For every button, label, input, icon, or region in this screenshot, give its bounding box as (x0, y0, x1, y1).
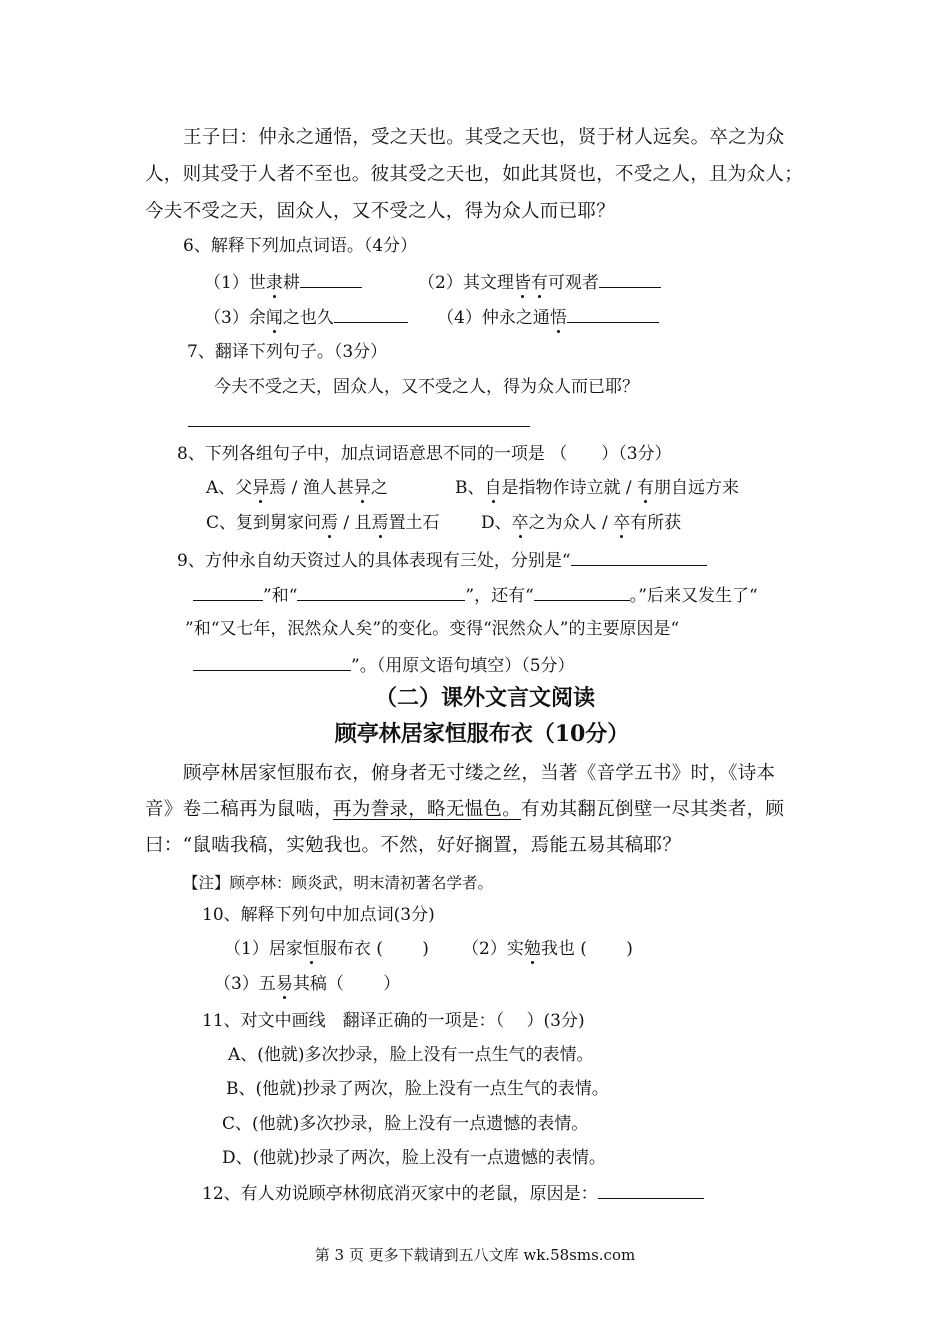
q6-item3-text-end: 之也久 (282, 308, 334, 328)
q7-answer-line[interactable] (188, 408, 530, 427)
q6-item4-text: （4）仲永之通 (437, 308, 550, 328)
q8-d-text-end: 有所获 (630, 513, 682, 533)
passage2-line2-text: 音》卷二稿再为鼠啮， (145, 799, 334, 820)
q6-item1-blank[interactable] (300, 269, 362, 288)
q10-item1 (224, 937, 429, 961)
q8-option-a (206, 476, 388, 500)
q8-b-dotted1: 自 (484, 478, 502, 498)
q8-c-text: C、复到舅家问 (206, 513, 322, 533)
q6-item2-dotted2: 有 (530, 273, 548, 293)
q10-item3-text-end: 其稿（ ） (292, 974, 401, 994)
q11-title: 11、对文中画线 翻译正确的一项是：（ ）(3分) (202, 1011, 585, 1031)
q6-item1 (204, 269, 362, 295)
q10-item3-text: （3）五 (214, 974, 276, 994)
q10-item2-text: （2）实 (462, 939, 524, 959)
q8-b-text-end: 朋自远方来 (654, 478, 740, 498)
passage2-line2-text-end: 有劝其翻瓦倒壁一尽其类者，顾 (521, 799, 785, 820)
q7-sentence: 今夫不受之天，固众人，又不受之人，得为众人而已耶？ (214, 377, 639, 397)
passage1-line1: 王子曰：仲永之通悟，受之天也。其受之天也，贤于材人远矣。卒之为众 (183, 127, 785, 148)
q10-item2-dotted: 勉 (523, 939, 541, 959)
q9-blank1-cont[interactable] (193, 582, 263, 601)
q10-item1-text: （1）居家 (224, 939, 303, 959)
q12-answer-blank[interactable] (598, 1180, 704, 1199)
q6-item4 (437, 304, 659, 330)
q11-option-a: A、(他就)多次抄录，脸上没有一点生气的表情。 (228, 1045, 594, 1065)
passage2-line3: 曰：“鼠啮我稿，实勉我也。不然，好好搁置，焉能五易其稿耶？ (145, 835, 682, 856)
q8-a-text-mid: 焉 / 渔人甚 (269, 478, 354, 498)
q6-item3-text: （3）余 (204, 308, 266, 328)
q8-a-dotted1: 异 (252, 478, 270, 498)
q6-item3 (204, 304, 408, 330)
q6-item4-blank[interactable] (567, 304, 659, 323)
page-footer: 第 3 页 更多下载请到五八文库 wk.58sms.com (314, 1246, 636, 1264)
q9-line2 (193, 582, 758, 608)
q8-d-dotted2: 卒 (613, 513, 631, 533)
q9-blank3[interactable] (534, 582, 630, 601)
q10-item1-text-end: 服布衣 ( ) (319, 939, 429, 959)
q8-option-c (206, 511, 440, 535)
q8-b-text: B、 (455, 478, 485, 498)
q8-b-text-mid: 是指物作诗立就 / (501, 478, 638, 498)
q7-title: 7、翻译下列句子。（3分） (187, 342, 388, 362)
q8-title: 8、下列各组句子中，加点词语意思不同的一项是 （ ）（3分） (177, 444, 672, 464)
q11-option-d: D、(他就)抄录了两次，脸上没有一点遗憾的表情。 (222, 1148, 606, 1168)
q8-a-text: A、父 (206, 478, 253, 498)
q6-item2-blank[interactable] (599, 269, 661, 288)
q6-title: 6、解释下列加点词语。（4分） (183, 236, 418, 256)
q9-line2-text-a: ”和“ (263, 586, 298, 606)
q9-line2-text-b: ”，还有“ (465, 586, 534, 606)
q8-d-text: D、 (481, 513, 512, 533)
q9-blank5[interactable] (193, 652, 351, 671)
q8-c-dotted1: 焉 (321, 513, 339, 533)
q8-a-dotted2: 异 (353, 478, 371, 498)
q9-blank2[interactable] (297, 582, 465, 601)
q9-line4 (193, 652, 575, 678)
q8-b-dotted2: 有 (637, 478, 655, 498)
q9-line1-text: 9、方仲永自幼天资过人的具体表现有三处，分别是“ (177, 551, 571, 571)
passage2-line2 (145, 798, 784, 822)
annotation-note: 【注】顾亭林：顾炎武，明末清初著名学者。 (183, 874, 494, 892)
q6-item2 (418, 269, 661, 295)
q10-item3 (214, 972, 400, 996)
section2-title: 顾亭林居家恒服布衣（10分） (334, 721, 630, 747)
q10-item2-text-end: 我也 ( ) (540, 939, 633, 959)
q9-line3: ”和“又七年，泯然众人矣”的变化。变得“泯然众人”的主要原因是“ (185, 619, 680, 639)
q6-item3-blank[interactable] (334, 304, 408, 323)
q10-item2 (462, 937, 633, 961)
q8-d-text-mid: 之为众人 / (528, 513, 614, 533)
q6-item1-text: （1）世 (204, 273, 266, 293)
q6-item3-dotted: 闻 (265, 308, 283, 328)
q9-line1 (177, 547, 707, 573)
q6-item4-dotted: 悟 (549, 308, 567, 328)
passage1-line3: 今夫不受之天，固众人，又不受之人，得为众人而已耶？ (145, 201, 616, 222)
q12-title (202, 1180, 704, 1206)
q8-option-b (455, 476, 739, 500)
q9-line4-text: ”。（用原文语句填空）（5分） (351, 656, 575, 676)
q11-option-c: C、(他就)多次抄录，脸上没有一点遗憾的表情。 (222, 1114, 589, 1134)
passage2-underlined-sentence: 再为誊录，略无愠色。 (333, 799, 522, 820)
q8-option-d (481, 511, 681, 535)
q6-item2-dotted1: 皆 (513, 273, 531, 293)
q8-d-dotted1: 卒 (511, 513, 529, 533)
q8-c-text-mid: / 且 (338, 513, 372, 533)
q10-item1-dotted: 恒 (302, 939, 320, 959)
section2-heading: （二）课外文言文阅读 (374, 685, 595, 711)
q8-a-text-end: 之 (370, 478, 388, 498)
q6-item1-dotted: 隶 (265, 273, 283, 293)
q12-title-text: 12、有人劝说顾亭林彻底消灭家中的老鼠，原因是： (202, 1184, 598, 1204)
q8-c-text-end: 置土石 (388, 513, 440, 533)
passage2-line1: 顾亭林居家恒服布衣，俯身者无寸缕之丝，当著《音学五书》时，《诗本 (183, 763, 776, 784)
q6-item2-text-end: 可观者 (547, 273, 599, 293)
q8-c-dotted2: 焉 (371, 513, 389, 533)
passage1-line2: 人，则其受于人者不至也。彼其受之天也，如此其贤也，不受之人，且为众人； (145, 164, 804, 185)
q6-item1-text-end: 耕 (282, 273, 300, 293)
q6-item2-text: （2）其文理 (418, 273, 514, 293)
q9-blank1[interactable] (571, 547, 707, 566)
q9-line2-text-c: 。”后来又发生了“ (629, 586, 758, 606)
q11-option-b: B、(他就)抄录了两次，脸上没有一点生气的表情。 (226, 1079, 609, 1099)
q10-title: 10、解释下列句中加点词(3分) (202, 905, 435, 925)
q10-item3-dotted: 易 (275, 974, 293, 994)
